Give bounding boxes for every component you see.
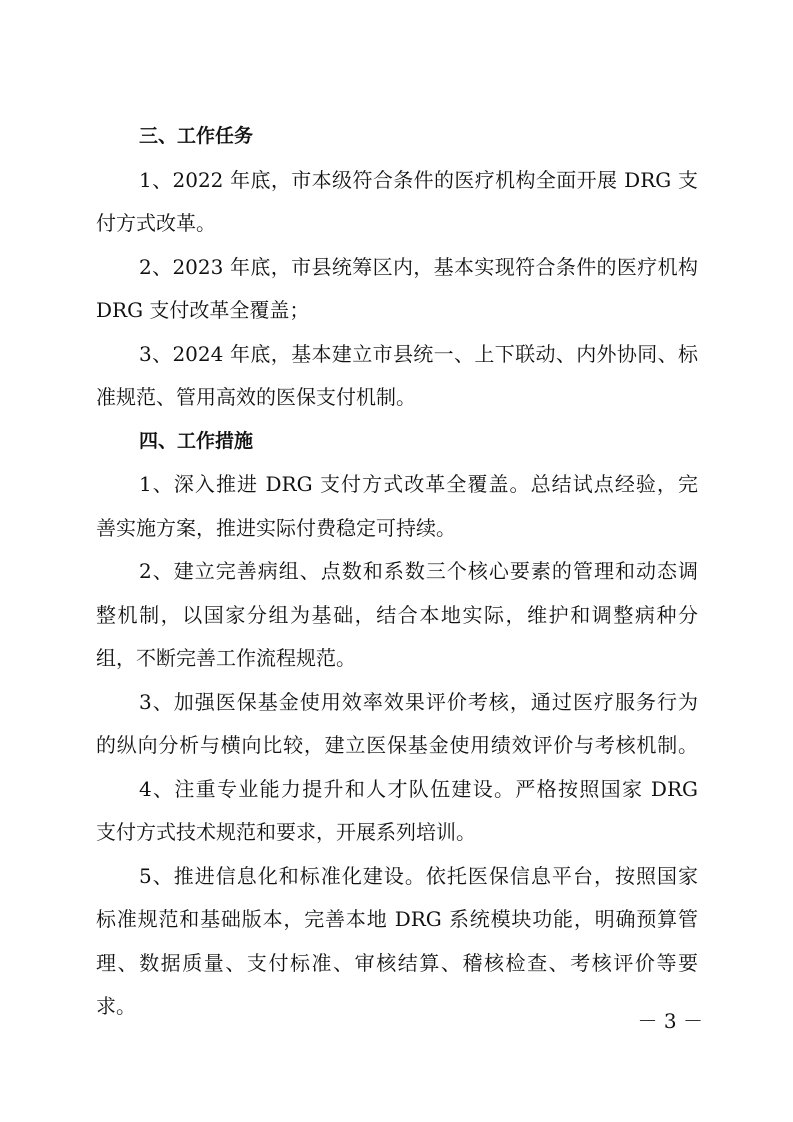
- paragraph-line: 4、注重专业能力提升和人才队伍建设。严格按照国家 DRG: [139, 776, 698, 801]
- paragraph-line: 标准规范和基础版本，完善本地 DRG 系统模块功能，明确预算管: [96, 907, 698, 931]
- paragraph-task-3: [96, 333, 698, 420]
- paragraph-line: 组，不断完善工作流程规范。: [96, 646, 356, 670]
- paragraph-line: 理、数据质量、支付标准、审核结算、稽核检查、考核评价等要: [96, 950, 698, 975]
- paragraph-line: DRG 支付改革全覆盖；: [96, 298, 310, 322]
- paragraph-line: 善实施方案，推进实际付费稳定可持续。: [96, 515, 456, 540]
- paragraph-task-1: [96, 159, 698, 246]
- paragraph-line: 3、加强医保基金使用效率效果评价考核，通过医疗服务行为: [139, 689, 698, 714]
- paragraph-line: 5、推进信息化和标准化建设。依托医保信息平台，按照国家: [139, 863, 698, 888]
- paragraph-line: 2、建立完善病组、点数和系数三个核心要素的管理和动态调: [139, 559, 698, 583]
- paragraph-line: 2、2023 年底，市县统筹区内，基本实现符合条件的医疗机构: [139, 254, 698, 279]
- paragraph-measure-1: [96, 463, 698, 550]
- paragraph-line: 求。: [96, 994, 136, 1018]
- paragraph-measure-5: [96, 855, 698, 1029]
- paragraph-line: 3、2024 年底，基本建立市县统一、上下联动、内外协同、标: [139, 341, 698, 366]
- paragraph-line: 1、2022 年底，市本级符合条件的医疗机构全面开展 DRG 支: [139, 167, 698, 192]
- paragraph-measure-3: [96, 681, 698, 768]
- paragraph-line: 支付方式技术规范和要求，开展系列培训。: [96, 820, 476, 844]
- paragraph-line: 整机制，以国家分组为基础，结合本地实际，维护和调整病种分: [96, 602, 698, 627]
- paragraph-task-2: [96, 246, 698, 333]
- paragraph-line: 准规范、管用高效的医保支付机制。: [96, 385, 416, 409]
- paragraph-measure-2: [96, 550, 698, 681]
- paragraph-line: 1、深入推进 DRG 支付方式改革全覆盖。总结试点经验，完: [139, 472, 698, 496]
- paragraph-line: 的纵向分析与横向比较，建立医保基金使用绩效评价与考核机制。: [96, 733, 698, 757]
- page-number: － 3 －: [637, 1009, 703, 1033]
- paragraph-measure-4: [96, 768, 698, 855]
- document-body: [96, 115, 698, 1029]
- paragraph-line: 付方式改革。: [96, 211, 216, 235]
- section-heading-tasks: 三、工作任务: [139, 125, 254, 147]
- section-heading-measures: 四、工作措施: [139, 429, 254, 452]
